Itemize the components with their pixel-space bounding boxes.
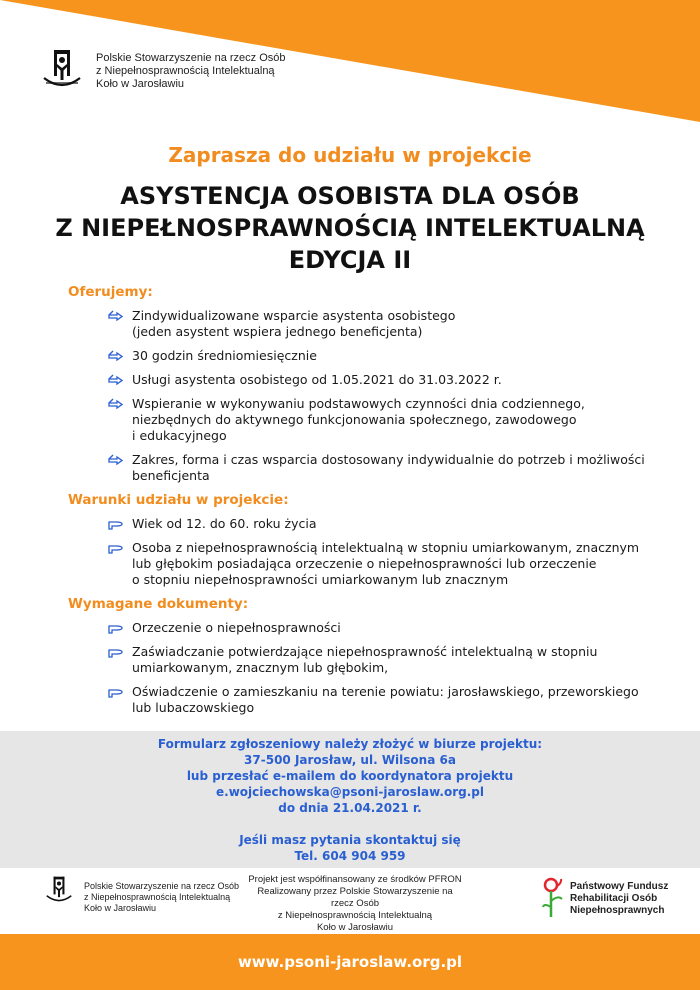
list-item — [108, 516, 668, 532]
contact-box — [0, 731, 700, 868]
item-line: 30 godzin średniomiesięcznie — [132, 348, 317, 363]
title-line: Z NIEPEŁNOSPRAWNOŚCIĄ INTELEKTUALNĄ — [55, 214, 645, 242]
pfron-line: Państwowy Fundusz — [570, 881, 669, 892]
footer-project-info — [245, 874, 465, 934]
list-item — [108, 540, 668, 588]
org-line: z Niepełnosprawnością Intelektualną — [96, 65, 275, 77]
pfron-name — [570, 881, 668, 917]
hand-pointing-icon — [108, 397, 123, 411]
org-line: Koło w Jarosławiu — [84, 903, 157, 913]
list-item — [108, 620, 668, 636]
item-line: o stopniu niepełnosprawności umiarkowanym lub znacznym — [132, 572, 509, 587]
project-line: Projekt jest współfinansowany ze środków PFRON — [248, 874, 462, 885]
item-line: Zindywidualizowane wsparcie asystenta osobistego — [132, 308, 456, 323]
list-item — [108, 684, 668, 716]
org-line: z Niepełnosprawnością Intelektualną — [84, 892, 231, 902]
item-list — [108, 308, 668, 484]
item-line: Zaświadczanie potwierdzające niepełnosprawność intelektualną w stopniu — [132, 644, 598, 659]
finger-pointing-icon — [108, 541, 123, 555]
content-sections — [68, 284, 668, 724]
hand-pointing-icon — [108, 309, 123, 323]
pfron-line: Rehabilitacji Osób — [570, 893, 658, 904]
footer-org-name — [84, 881, 239, 914]
org-name — [96, 52, 286, 91]
list-item — [108, 644, 668, 676]
contact-line: lub przesłać e-mailem do koordynatora projektu — [186, 769, 514, 783]
invite-heading: Zaprasza do udziału w projekcie — [168, 143, 532, 167]
item-line: Wspieranie w wykonywaniu podstawowych czynności dnia codziennego, — [132, 396, 585, 411]
item-line: Osoba z niepełnosprawnością intelektualną w stopniu umiarkowanym, znacznym — [132, 540, 640, 555]
item-list — [108, 620, 668, 716]
pfron-logo-icon — [542, 877, 564, 919]
item-line: lub lubaczowskiego — [132, 700, 255, 715]
spacer — [0, 816, 700, 832]
section-documents — [68, 596, 668, 716]
footer-org — [44, 875, 239, 914]
item-line: lub głębokim posiadająca orzeczenie o niepełnosprawności lub orzeczenie — [132, 556, 597, 571]
org-line: Polskie Stowarzyszenie na rzecz Osób — [84, 881, 240, 891]
org-line: Koło w Jarosławiu — [96, 78, 185, 90]
list-item — [108, 452, 668, 484]
hand-pointing-icon — [108, 373, 123, 387]
item-line: (jeden asystent wspiera jednego beneficjenta) — [132, 324, 423, 339]
contact-deadline: do dnia 21.04.2021 r. — [278, 801, 422, 815]
item-line: i edukacyjnego — [132, 428, 227, 443]
contact-email-link[interactable]: e.wojciechowska@psoni-jaroslaw.org.pl — [216, 785, 484, 799]
section-offer — [68, 284, 668, 484]
list-item — [108, 372, 668, 388]
item-line: umiarkowanym, znacznym lub głębokim, — [132, 660, 389, 675]
item-line: Oświadczenie o zamieszkaniu na terenie powiatu: jarosławskiego, przeworskiego — [132, 684, 639, 699]
section-title: Wymagane dokumenty: — [68, 596, 249, 612]
contact-question: Jeśli masz pytania skontaktuj się — [239, 833, 461, 847]
hand-pointing-icon — [108, 349, 123, 363]
item-line: Orzeczenie o niepełnosprawności — [132, 620, 341, 635]
project-line: z Niepełnosprawnością Intelektualną — [277, 910, 433, 921]
item-list — [108, 516, 668, 588]
list-item — [108, 396, 668, 444]
section-conditions — [68, 492, 668, 588]
item-line: Usługi asystenta osobistego od 1.05.2021 do 31.03.2022 r. — [132, 372, 502, 387]
hand-pointing-icon — [108, 453, 123, 467]
finger-pointing-icon — [108, 685, 123, 699]
section-title: Warunki udziału w projekcie: — [68, 492, 289, 508]
list-item — [108, 348, 668, 364]
pso-logo-icon — [40, 48, 84, 94]
project-line: Koło w Jarosławiu — [316, 922, 394, 933]
pso-logo-icon — [44, 875, 74, 907]
item-line: beneficjenta — [132, 468, 210, 483]
project-line: Realizowany przez Polskie Stowarzyszenie na rzecz Osób — [257, 886, 453, 909]
project-title — [0, 180, 700, 276]
finger-pointing-icon — [108, 517, 123, 531]
section-title: Oferujemy: — [68, 284, 153, 300]
contact-phone: Tel. 604 904 959 — [294, 849, 406, 863]
website-link[interactable]: www.psoni-jaroslaw.org.pl — [237, 953, 463, 971]
title-line: EDYCJA II — [288, 246, 412, 274]
finger-pointing-icon — [108, 645, 123, 659]
footer-bar — [0, 934, 700, 990]
list-item — [108, 308, 668, 340]
finger-pointing-icon — [108, 621, 123, 635]
contact-address: 37-500 Jarosław, ul. Wilsona 6a — [244, 753, 456, 767]
title-line: ASYSTENCJA OSOBISTA DLA OSÓB — [120, 182, 580, 210]
org-header — [40, 48, 286, 94]
org-line: Polskie Stowarzyszenie na rzecz Osób — [96, 52, 286, 64]
pfron-line: Niepełnosprawnych — [570, 905, 665, 916]
item-line: Zakres, forma i czas wsparcia dostosowany indywidualnie do potrzeb i możliwości — [132, 452, 645, 467]
item-line: niezbędnych do aktywnego funkcjonowania społecznego, zawodowego — [132, 412, 577, 427]
contact-line: Formularz zgłoszeniowy należy złożyć w biurze projektu: — [157, 737, 543, 751]
item-line: Wiek od 12. do 60. roku życia — [132, 516, 317, 531]
footer-pfron — [542, 877, 668, 919]
